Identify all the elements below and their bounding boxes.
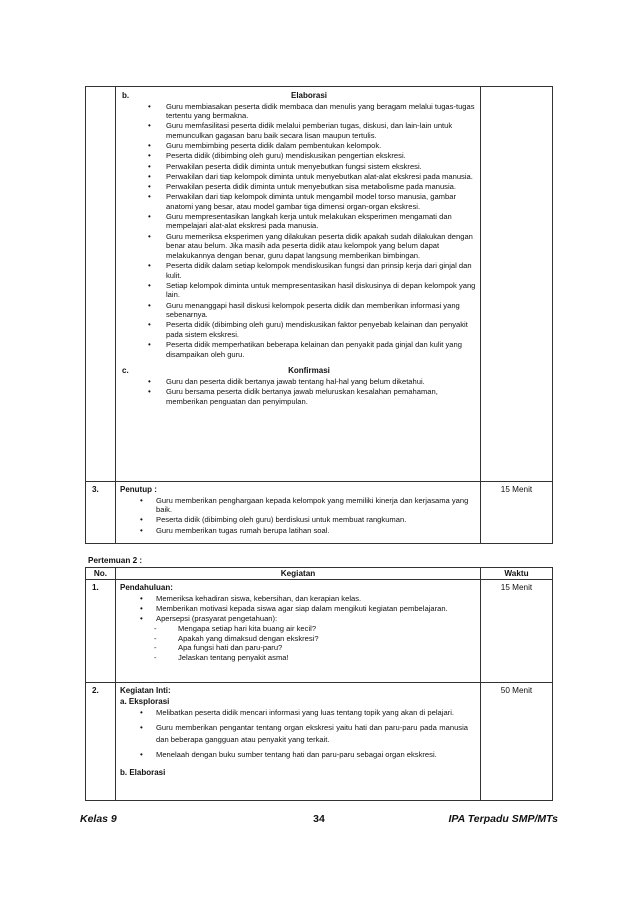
list-item: • Perwakilan peserta didik diminta untuk menyebutkan sisa metabolisme pada manusia. (120, 182, 476, 192)
list-item: • Peserta didik (dibimbing oleh guru) mendiskusikan faktor penyebab kelainan dan penyakit pada sistem ekskresi. (120, 320, 476, 339)
time-cell: 50 Menit (481, 683, 553, 801)
list-item: • Memeriksa kehadiran siswa, kebersihan, dan kerapian kelas. (120, 594, 476, 604)
penutup-list (120, 496, 476, 536)
table-row (86, 87, 553, 482)
list-item: • Guru membiasakan peserta didik membaca dan menulis yang beragam melalui tugas-tugas tertentu yang bermakna. (120, 102, 476, 121)
list-item: • Guru memfasilitasi peserta didik melalui pemberian tugas, diskusi, dan lain-lain untuk memunculkan gagasan baru baik secara lisan maupun tertulis. (120, 121, 476, 140)
list-item: - Apakah yang dimaksud dengan ekskresi? (120, 634, 476, 644)
konfirmasi-list (120, 377, 476, 406)
list-item: • Guru memberikan pengantar tentang organ ekskresi yaitu hati dan paru-paru pada manusia dan beberapa gangguan atau penyakit yang terkait. (120, 722, 476, 744)
table-row (86, 580, 553, 683)
list-item: • Setiap kelompok diminta untuk mempresentasikan hasil diskusinya di depan kelompok yang lain. (120, 281, 476, 300)
list-item: • Peserta didik (dibimbing oleh guru) mendiskusikan pengertian ekskresi. (120, 151, 476, 161)
list-item: • Menelaah dengan buku sumber tentang hati dan paru-paru sebagai organ ekskresi. (120, 749, 476, 760)
time-cell (481, 87, 553, 482)
pendahuluan-list (120, 594, 476, 624)
list-item: • Perwakilan dari tiap kelompok diminta untuk menyebutkan alat-alat ekskresi pada manusia. (120, 172, 476, 182)
list-item: • Memberikan motivasi kepada siswa agar siap dalam mengikuti kegiatan pembelajaran. (120, 604, 476, 614)
list-item: • Guru menanggapi hasil diskusi kelompok peserta didik dan memberikan informasi yang sebenarnya. (120, 301, 476, 320)
list-item: • Guru memberikan tugas rumah berupa latihan soal. (120, 526, 476, 536)
list-item: • Guru bersama peserta didik bertanya jawab meluruskan kesalahan pemahaman, memberikan penguatan dan penyimpulan. (120, 387, 476, 406)
pertemuan-heading: Pertemuan 2 : (88, 556, 143, 565)
activity-cell (116, 482, 481, 544)
list-item: • Peserta didik memperhatikan beberapa kelainan dan penyakit pada ginjal dan kulit yang disampaikan oleh guru. (120, 340, 476, 359)
list-item: • Peserta didik dalam setiap kelompok mendiskusikan fungsi dan prinsip kerja dari ginjal dan kulit. (120, 261, 476, 280)
section-title: Elaborasi (290, 91, 327, 100)
table-row (86, 482, 553, 544)
list-item: • Perwakilan dari tiap kelompok diminta untuk mengambil model torso manusia, gambar anatomi yang besar, atau model gambar tiga dimensi organ-organ ekskresi. (120, 192, 476, 211)
elaborasi-list (120, 102, 476, 360)
section-title: Konfirmasi (288, 366, 330, 376)
apersepsi-question-list (120, 624, 476, 662)
header-kegiatan: Kegiatan (116, 568, 481, 580)
page-footer (0, 813, 638, 827)
pendahuluan-title: Pendahuluan: (120, 583, 173, 592)
time-cell: 15 Menit (481, 482, 553, 544)
section-letter: b. (122, 91, 130, 100)
list-item: • Peserta didik (dibimbing oleh guru) berdiskusi untuk membuat rangkuman. (120, 515, 476, 525)
elaborasi-label: b. Elaborasi (120, 768, 166, 777)
list-item: • Guru memberikan penghargaan kepada kelompok yang memiliki kinerja dan kerjasama yang baik. (120, 496, 476, 515)
table-row (86, 683, 553, 801)
list-item: - Apa fungsi hati dan paru-paru? (120, 643, 476, 653)
list-item: • Guru dan peserta didik bertanya jawab tentang hal-hal yang belum diketahui. (120, 377, 476, 387)
eksplorasi-label: a. Eksplorasi (120, 696, 170, 706)
penutup-title: Penutup : (120, 485, 157, 494)
row-number-cell: 2. (86, 683, 116, 801)
footer-grade: Kelas 9 (80, 813, 117, 825)
activity-cell (116, 87, 481, 482)
list-item: • Melibatkan peserta didik mencari informasi yang luas tentang topik yang akan di pelajari. (120, 707, 476, 718)
kegiatan-inti-title: Kegiatan Inti: (120, 686, 171, 695)
activity-cell (116, 580, 481, 683)
eksplorasi-list (120, 707, 476, 760)
list-item: - Mengapa setiap hari kita buang air kecil? (120, 624, 476, 634)
activity-cell (116, 683, 481, 801)
list-item: • Apersepsi (prasyarat pengetahuan): (120, 614, 476, 624)
table-header-row (86, 568, 553, 580)
footer-subject: IPA Terpadu SMP/MTs (448, 813, 558, 825)
time-cell: 15 Menit (481, 580, 553, 683)
section-heading (120, 91, 476, 101)
row-number-cell (86, 87, 116, 482)
list-item: • Guru memeriksa eksperimen yang dilakukan peserta didik apakah sudah dilakukan dengan benar atau belum. Jika masih ada peserta didik atau kelompok yang belum dapat melakukannya dengan benar, guru dapat langsung memberikan bimbingan. (120, 232, 476, 261)
section-letter: c. (122, 366, 129, 376)
list-item: • Guru mempresentasikan langkah kerja untuk melakukan eksperimen mengamati dan mempelajari alat-alat ekskresi pada manusia. (120, 212, 476, 231)
header-no: No. (86, 568, 116, 580)
row-number-cell: 3. (86, 482, 116, 544)
list-item: • Perwakilan peserta didik diminta untuk menyebutkan fungsi sistem ekskresi. (120, 162, 476, 172)
section-heading (120, 366, 476, 376)
page-number: 34 (313, 813, 325, 825)
header-waktu: Waktu (481, 568, 553, 580)
row-number-cell: 1. (86, 580, 116, 683)
list-item: - Jelaskan tentang penyakit asma! (120, 653, 476, 663)
activity-table-part1 (85, 86, 553, 544)
list-item: • Guru membimbing peserta didik dalam pembentukan kelompok. (120, 141, 476, 151)
activity-table-part2 (85, 567, 553, 801)
